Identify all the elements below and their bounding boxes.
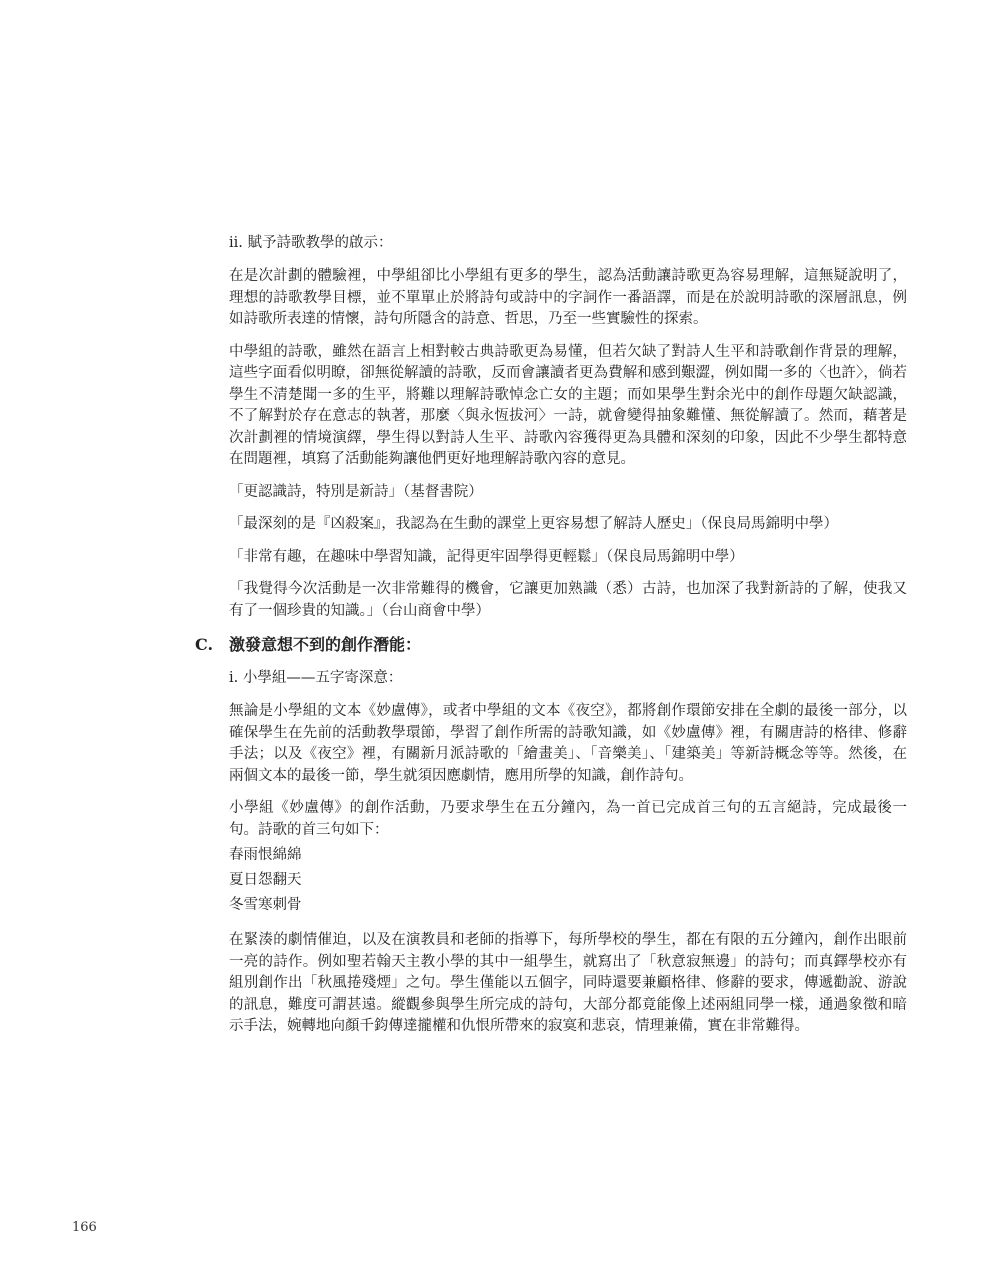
paragraph-ii-1: 在是次計劃的體驗裡，中學組卻比小學組有更多的學生，認為活動讓詩歌更為容易理解，這無疑說明了，理想的詩歌教學目標，並不單單止於將詩句或詩中的字詞作一番語譯，而是在於說明詩歌的深層訊息，例如詩歌所表達的情懷，詩句所隱含的詩意、哲思，乃至一些實驗性的探索。 <box>229 268 907 327</box>
paragraph-i-1: 無論是小學組的文本《妙盧傳》，或者中學組的文本《夜空》，都將創作環節安排在全劇的最後一部分，以確保學生在先前的活動教學環節，學習了創作所需的詩歌知識，如《妙盧傳》裡，有關唐詩的格律、修辭手法；以及《夜空》裡，有關新月派詩歌的「繪畫美」、「音樂美」、「建築美」等新詩概念等等。然後，在兩個文本的最後一節，學生就須因應劇情，應用所學的知識，創作詩句。 <box>229 703 907 784</box>
poem-excerpt <box>229 843 907 918</box>
page-content <box>195 232 907 1049</box>
student-quote-1: 「更認識詩，特別是新詩」（基督書院） <box>229 483 483 500</box>
subsection-ii-heading: ii. 賦予詩歌教學的啟示： <box>229 235 393 251</box>
poem-line-1: 春雨恨綿綿 <box>229 847 302 863</box>
student-quote-2: 「最深刻的是『凶殺案』，我認為在生動的課堂上更容易想了解詩人歷史」（保良局馬錦明中學） <box>229 516 838 532</box>
student-quote-4: 「我覺得今次活動是一次非常難得的機會，它讓更加熟識（悉）古詩，也加深了我對新詩的了解，使我又有了一個珍貴的知識。」（台山商會中學） <box>229 581 907 619</box>
section-c-letter: C. <box>195 635 214 654</box>
poem-line-3: 冬雪寒刺骨 <box>229 897 302 913</box>
paragraph-i-2: 小學組《妙盧傳》的創作活動，乃要求學生在五分鐘內，為一首已完成首三句的五言絕詩，完成最後一句。詩歌的首三句如下： <box>229 800 907 838</box>
paragraph-final: 在緊湊的劇情催迫，以及在演教員和老師的指導下，每所學校的學生，都在有限的五分鐘內，創作出眼前一亮的詩作。例如聖若翰天主教小學的其中一組學生，就寫出了「秋意寂無邊」的詩句；而真鐸學校亦有組別創作出「秋風捲殘煙」之句。學生僅能以五個字，同時還要兼顧格律、修辭的要求，傳遞勸說、游說的訊息，難度可謂甚遠。縱觀參與學生所完成的詩句，大部分都竟能像上述兩組同學一樣，通過象徵和暗示手法，婉轉地向顏千鈞傳達攏權和仇恨所帶來的寂寞和悲哀，情理兼備，實在非常難得。 <box>229 932 907 1034</box>
section-c-heading <box>195 633 907 657</box>
page-number: 166 <box>72 1220 97 1235</box>
student-quote-3: 「非常有趣，在趣味中學習知識，記得更牢固學得更輕鬆」（保良局馬錦明中學） <box>229 548 744 565</box>
section-c-title: 激發意想不到的創作潛能： <box>229 635 422 654</box>
poem-line-2: 夏日怨翻天 <box>229 872 302 888</box>
paragraph-ii-2: 中學組的詩歌，雖然在語言上相對較古典詩歌更為易懂，但若欠缺了對詩人生平和詩歌創作背景的理解，這些字面看似明瞭，卻無從解讀的詩歌，反而會讓讀者更為費解和感到艱澀，例如聞一多的〈也許〉，倘若學生不清楚聞一多的生平，將難以理解詩歌悼念亡女的主題；而如果學生對余光中的創作母題欠缺認識，不了解對於存在意志的執著，那麼〈與永恆拔河〉一詩，就會變得抽象難懂、無從解讀了。然而，藉著是次計劃裡的情境演繹，學生得以對詩人生平、詩歌內容獲得更為具體和深刻的印象，因此不少學生都特意在問題裡，填寫了活動能夠讓他們更好地理解詩歌內容的意見。 <box>229 343 907 467</box>
subsection-i-heading: i. 小學組——五字寄深意： <box>229 670 403 686</box>
